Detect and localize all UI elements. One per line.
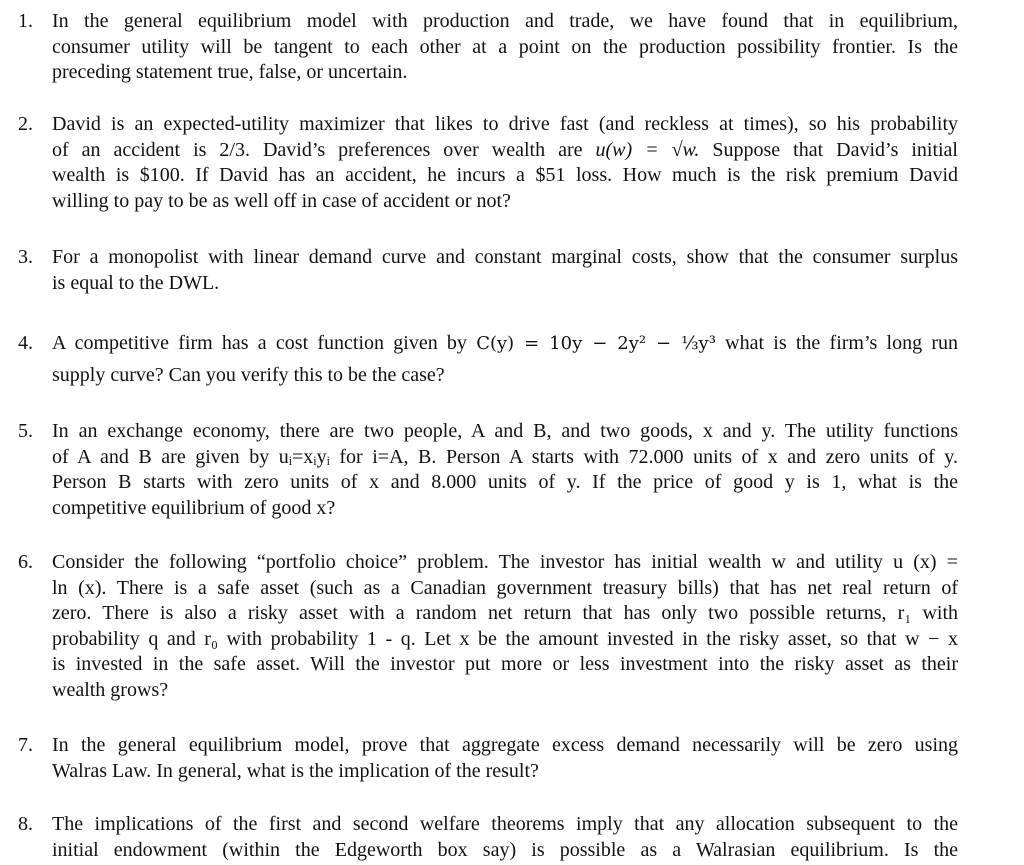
question-text — [52, 419, 958, 521]
text-line: is equal to the DWL. — [52, 271, 220, 294]
text-segment: Suppose that David’s initial — [699, 138, 958, 161]
text-line — [52, 331, 958, 357]
text-line: Walras Law. In general, what is the implication of the result? — [52, 759, 539, 782]
text-line: zero. There is also a risky asset with a random net return that has only two possible returns, r₁ with — [52, 602, 958, 624]
text-line: probability q and r₀ with probability 1 - q. Let x be the amount invested in the risky asset, so that w − x — [52, 627, 958, 650]
question-text — [52, 9, 958, 86]
text-line: In an exchange economy, there are two people, A and B, and two goods, x and y. The utility functions — [52, 420, 958, 442]
text-segment: of an accident is 2/3. David’s preferences over wealth are — [52, 138, 596, 161]
question-text — [52, 112, 958, 214]
question-text — [52, 331, 958, 388]
question-text — [52, 245, 958, 296]
text-line: wealth grows? — [52, 678, 169, 701]
question-number: 5. — [18, 420, 33, 442]
question-number: 4. — [18, 332, 33, 354]
text-line: competitive equilibrium of good x? — [52, 496, 336, 519]
text-line: The implications of the first and second welfare theorems imply that any allocation subsequent to the — [52, 813, 958, 835]
question-number: 7. — [18, 734, 33, 756]
text-line: Person B starts with zero units of x and 8.000 units of y. If the price of good y is 1, what is the — [52, 471, 958, 493]
text-line — [52, 138, 958, 164]
text-line: wealth is $100. If David has an accident, he incurs a $51 loss. How much is the risk premium David — [52, 164, 958, 186]
text-line: Consider the following “portfolio choice” problem. The investor has initial wealth w and utility u (x) = — [52, 551, 958, 573]
text-line: In the general equilibrium model, prove that aggregate excess demand necessarily will be zero using — [52, 734, 958, 756]
text-line: of A and B are given by uᵢ=xᵢyᵢ for i=A, B. Person A starts with 72.000 units of x and zero units of y. — [52, 445, 958, 468]
text-line: preceding statement true, false, or uncertain. — [52, 61, 408, 83]
text-line: ln (x). There is a safe asset (such as a Canadian government treasury bills) that has net real return of — [52, 576, 958, 599]
question-text — [52, 733, 958, 784]
question-number: 8. — [18, 813, 33, 835]
cost-function-formula: C(y) = 10y − 2y² − ⅓y³ — [476, 333, 716, 354]
text-line: For a monopolist with linear demand curve and constant marginal costs, show that the consumer surplus — [52, 246, 958, 268]
text-line: willing to pay to be as well off in case of accident or not? — [52, 189, 511, 212]
text-line: In the general equilibrium model with production and trade, we have found that in equilibrium, — [52, 10, 958, 32]
text-line: supply curve? Can you verify this to be the case? — [52, 363, 445, 386]
question-text — [52, 812, 958, 863]
text-line: David is an expected-utility maximizer that likes to drive fast (and reckless at times), so his probability — [52, 113, 958, 135]
question-number: 1. — [18, 10, 33, 32]
question-text — [52, 550, 958, 703]
text-line: consumer utility will be tangent to each other at a point on the production possibility frontier. Is the — [52, 35, 958, 58]
question-number: 2. — [18, 113, 33, 135]
question-number: 6. — [18, 551, 33, 573]
text-segment: A competitive firm has a cost function given by — [52, 332, 477, 354]
text-line: initial endowment (within the Edgeworth box say) is possible as a Walrasian equilibrium. Is the — [52, 838, 958, 861]
utility-formula: u(w) = √w. — [595, 138, 700, 161]
question-number: 3. — [18, 246, 33, 268]
text-segment: what is the firm’s long run — [715, 332, 959, 354]
text-line: is invested in the safe asset. Will the investor put more or less investment into the risky asset as their — [52, 653, 958, 675]
